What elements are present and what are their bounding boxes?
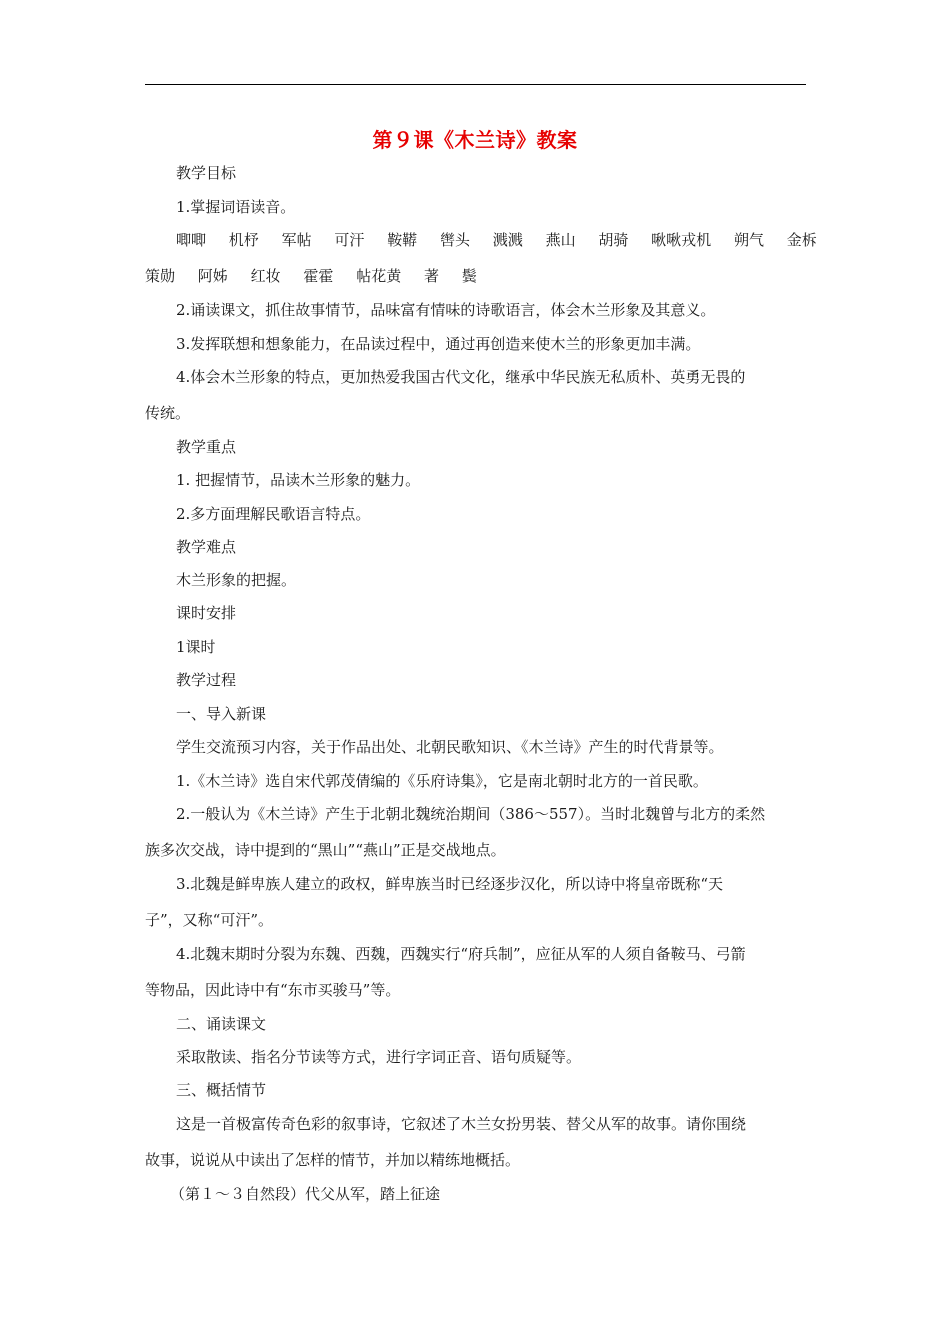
vocab-word: 辔头 xyxy=(439,231,470,249)
key-point-2: 2.多方面理解民歌语言特点。 xyxy=(176,505,371,523)
part1-point-3: 3.北魏是鲜卑族人建立的政权，鲜卑族当时已经逐步汉化，所以诗中将皇帝既称“天 xyxy=(176,875,723,893)
objective-4-cont: 传统。 xyxy=(145,404,191,422)
vocab-word: 霍霍 xyxy=(303,267,334,285)
vocab-word: 溅溅 xyxy=(492,231,523,249)
vocab-word: 朔气 xyxy=(733,231,764,249)
vocab-word: 红妆 xyxy=(250,267,281,285)
schedule-1: 1课时 xyxy=(176,638,216,656)
part2-heading: 二、诵读课文 xyxy=(176,1015,267,1033)
part3-body-cont: 故事，说说从中读出了怎样的情节，并加以精练地概括。 xyxy=(145,1151,521,1169)
objective-2: 2.诵读课文，抓住故事情节，品味富有情味的诗歌语言，体会木兰形象及其意义。 xyxy=(176,301,716,319)
vocab-word: 胡骑 xyxy=(598,231,629,249)
vocab-word: 鞍鞯 xyxy=(387,231,418,249)
schedule-heading: 课时安排 xyxy=(176,604,237,622)
header-rule xyxy=(145,84,806,85)
part2-body: 采取散读、指名分节读等方式，进行字词正音、语句质疑等。 xyxy=(176,1048,582,1066)
part3-subpoint: （第１～３自然段）代父从军，踏上征途 xyxy=(170,1185,441,1203)
part1-point-2-cont: 族多次交战，诗中提到的“黑山”“燕山”正是交战地点。 xyxy=(145,841,506,859)
difficulty-heading: 教学难点 xyxy=(176,538,237,556)
objective-4: 4.体会木兰形象的特点，更加热爱我国古代文化，继承中华民族无私质朴、英勇无畏的 xyxy=(176,368,746,386)
vocab-row-2 xyxy=(145,266,477,286)
part3-body: 这是一首极富传奇色彩的叙事诗，它叙述了木兰女扮男装、替父从军的故事。请你围绕 xyxy=(176,1115,747,1133)
part1-intro: 学生交流预习内容，关于作品出处、北朝民歌知识、《木兰诗》产生的时代背景等。 xyxy=(176,738,724,756)
vocab-word: 策勋 xyxy=(145,267,176,285)
part1-point-4: 4.北魏末期时分裂为东魏、西魏，西魏实行“府兵制”，应征从军的人须自备鞍马、弓箭 xyxy=(176,945,746,963)
key-heading: 教学重点 xyxy=(176,438,237,456)
key-point-1: 1. 把握情节，品读木兰形象的魅力。 xyxy=(176,471,421,489)
objective-1: 1.掌握词语读音。 xyxy=(176,198,296,216)
vocab-word: 军帖 xyxy=(281,231,312,249)
part1-heading: 一、导入新课 xyxy=(176,705,267,723)
vocab-row-1 xyxy=(176,230,817,250)
part1-point-4-cont: 等物品，因此诗中有“东市买骏马”等。 xyxy=(145,981,401,999)
vocab-word: 金柝 xyxy=(786,231,817,249)
vocab-word: 啾啾戎机 xyxy=(651,231,712,249)
part1-point-3-cont: 子”，又称“可汗”。 xyxy=(145,911,274,929)
vocab-word: 唧唧 xyxy=(176,231,207,249)
part3-heading: 三、概括情节 xyxy=(176,1081,267,1099)
page-title: 第９课《木兰诗》教案 xyxy=(372,128,578,152)
difficulty-1: 木兰形象的把握。 xyxy=(176,571,297,589)
objectives-heading: 教学目标 xyxy=(176,164,237,182)
vocab-word: 可汗 xyxy=(334,231,365,249)
objective-3: 3.发挥联想和想象能力，在品读过程中，通过再创造来使木兰的形象更加丰满。 xyxy=(176,335,701,353)
vocab-word: 鬓 xyxy=(461,267,477,285)
part1-point-2: 2.一般认为《木兰诗》产生于北朝北魏统治期间（386～557）。当时北魏曾与北方的柔然 xyxy=(176,805,766,823)
vocab-word: 帖花黄 xyxy=(356,267,402,285)
process-heading: 教学过程 xyxy=(176,671,237,689)
part1-point-1: 1.《木兰诗》选自宋代郭茂倩编的《乐府诗集》，它是南北朝时北方的一首民歌。 xyxy=(176,772,708,790)
vocab-word: 著 xyxy=(423,267,439,285)
vocab-word: 阿姊 xyxy=(197,267,228,285)
vocab-word: 机杼 xyxy=(228,231,259,249)
vocab-word: 燕山 xyxy=(545,231,576,249)
